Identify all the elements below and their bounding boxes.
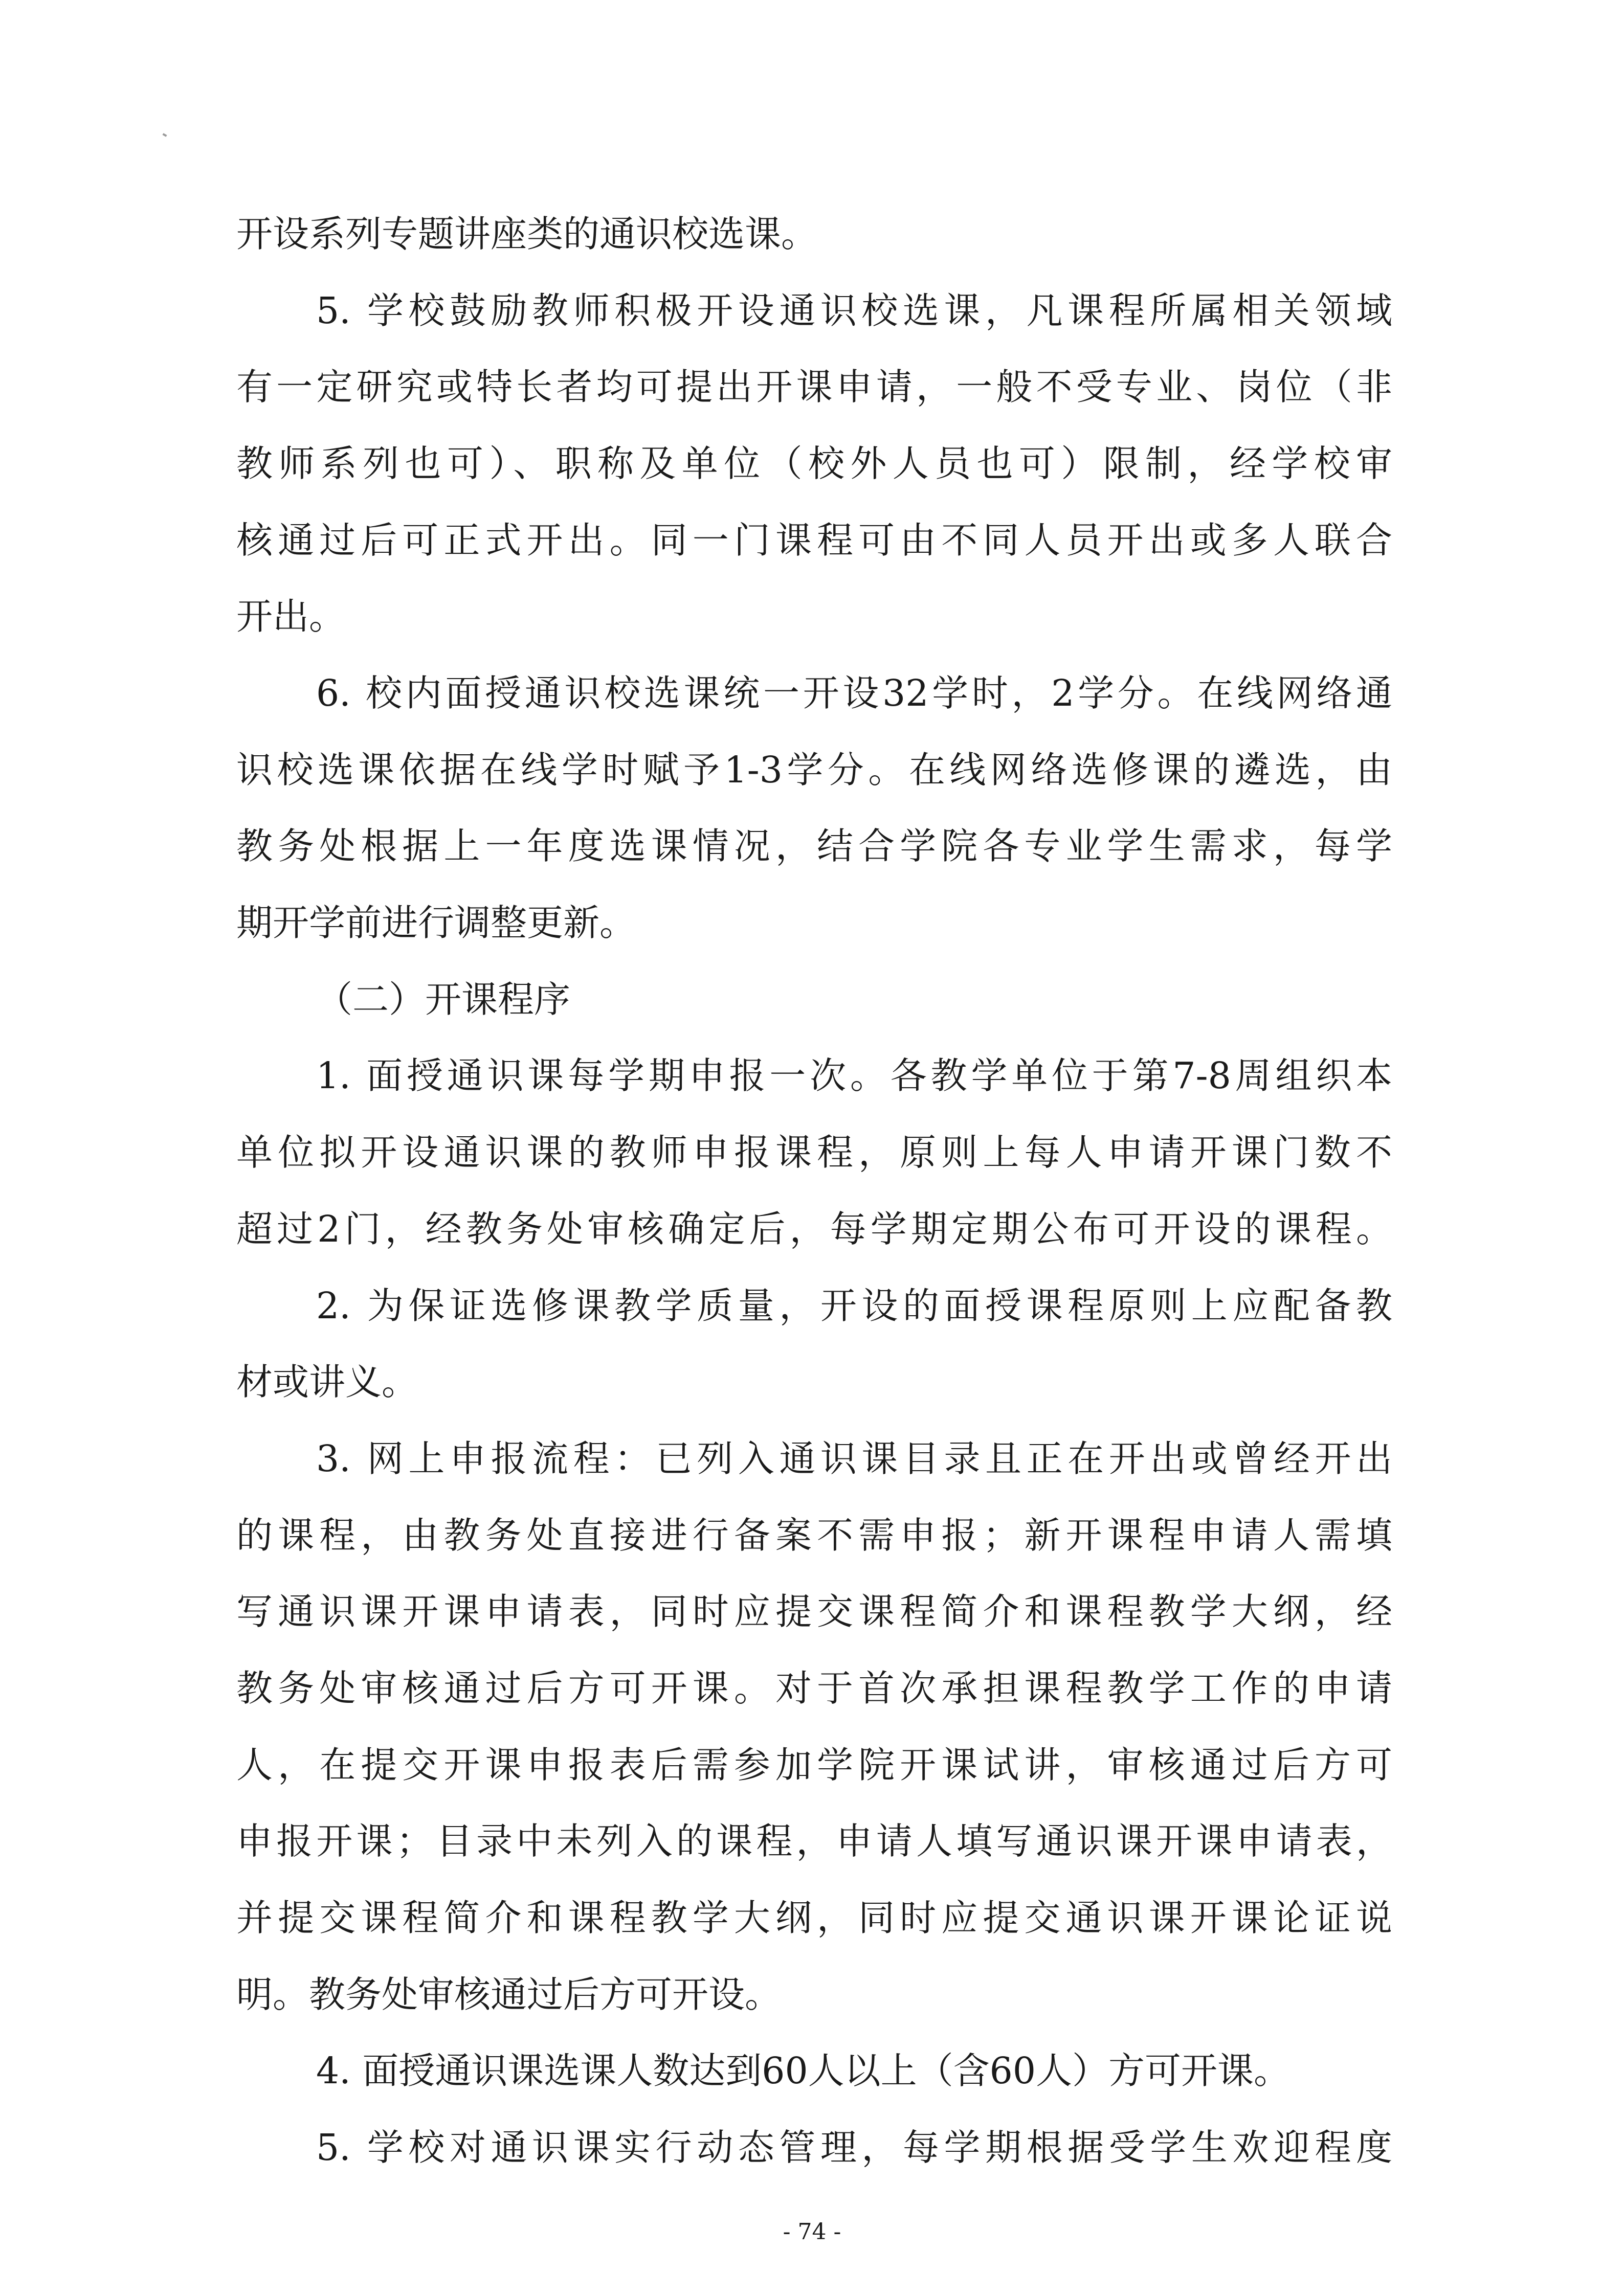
body-line: 1. 面授通识课每学期申报一次。各教学单位于第7-8周组织本 xyxy=(316,1054,1392,1097)
body-line: 并提交课程简介和课程教学大纲，同时应提交通识课开课论证说 xyxy=(236,1897,1392,1939)
body-line: 申报开课；目录中未列入的课程，申请人填写通识课开课申请表， xyxy=(236,1820,1392,1862)
body-line: 开出。 xyxy=(236,595,346,638)
body-line: 超过2门，经教务处审核确定后，每学期定期公布可开设的课程。 xyxy=(236,1208,1392,1250)
body-line: 4. 面授通识课选课人数达到60人以上（含60人）方可开课。 xyxy=(316,2050,1291,2092)
body-line: 核通过后可正式开出。同一门课程可由不同人员开出或多人联合 xyxy=(236,519,1392,561)
body-line: 5. 学校对通识课实行动态管理，每学期根据受学生欢迎程度 xyxy=(316,2126,1392,2169)
body-line: 期开学前进行调整更新。 xyxy=(236,902,636,944)
body-line: 材或讲义。 xyxy=(236,1361,418,1403)
body-line: 3. 网上申报流程：已列入通识课目录且正在开出或曾经开出 xyxy=(316,1437,1392,1480)
body-line: 明。教务处审核通过后方可开设。 xyxy=(236,1973,782,2016)
body-line: 人，在提交开课申报表后需参加学院开课试讲，审核通过后方可 xyxy=(236,1744,1392,1786)
body-line: 有一定研究或特长者均可提出开课申请，一般不受专业、岗位（非 xyxy=(236,366,1392,408)
body-line: 6. 校内面授通识校选课统一开设32学时，2学分。在线网络通 xyxy=(316,672,1392,714)
scan-mark xyxy=(163,133,167,137)
body-line: 教师系列也可）、职称及单位（校外人员也可）限制，经学校审 xyxy=(236,442,1392,485)
body-line: 的课程，由教务处直接进行备案不需申报；新开课程申请人需填 xyxy=(236,1514,1392,1557)
body-line: 识校选课依据在线学时赋予1-3学分。在线网络选修课的遴选，由 xyxy=(236,749,1392,791)
section-heading: （二）开课程序 xyxy=(316,978,571,1021)
body-line: 2. 为保证选修课教学质量，开设的面授课程原则上应配备教 xyxy=(316,1285,1392,1327)
page-number: - 74 - xyxy=(783,2219,841,2245)
body-line: 开设系列专题讲座类的通识校选课。 xyxy=(236,213,818,255)
body-line: 5. 学校鼓励教师积极开设通识校选课，凡课程所属相关领域 xyxy=(316,289,1392,332)
body-line: 单位拟开设通识课的教师申报课程，原则上每人申请开课门数不 xyxy=(236,1131,1392,1174)
body-line: 教务处根据上一年度选课情况，结合学院各专业学生需求，每学 xyxy=(236,825,1392,867)
body-line: 写通识课开课申请表，同时应提交课程简介和课程教学大纲，经 xyxy=(236,1590,1392,1633)
body-line: 教务处审核通过后方可开课。对于首次承担课程教学工作的申请 xyxy=(236,1667,1392,1709)
